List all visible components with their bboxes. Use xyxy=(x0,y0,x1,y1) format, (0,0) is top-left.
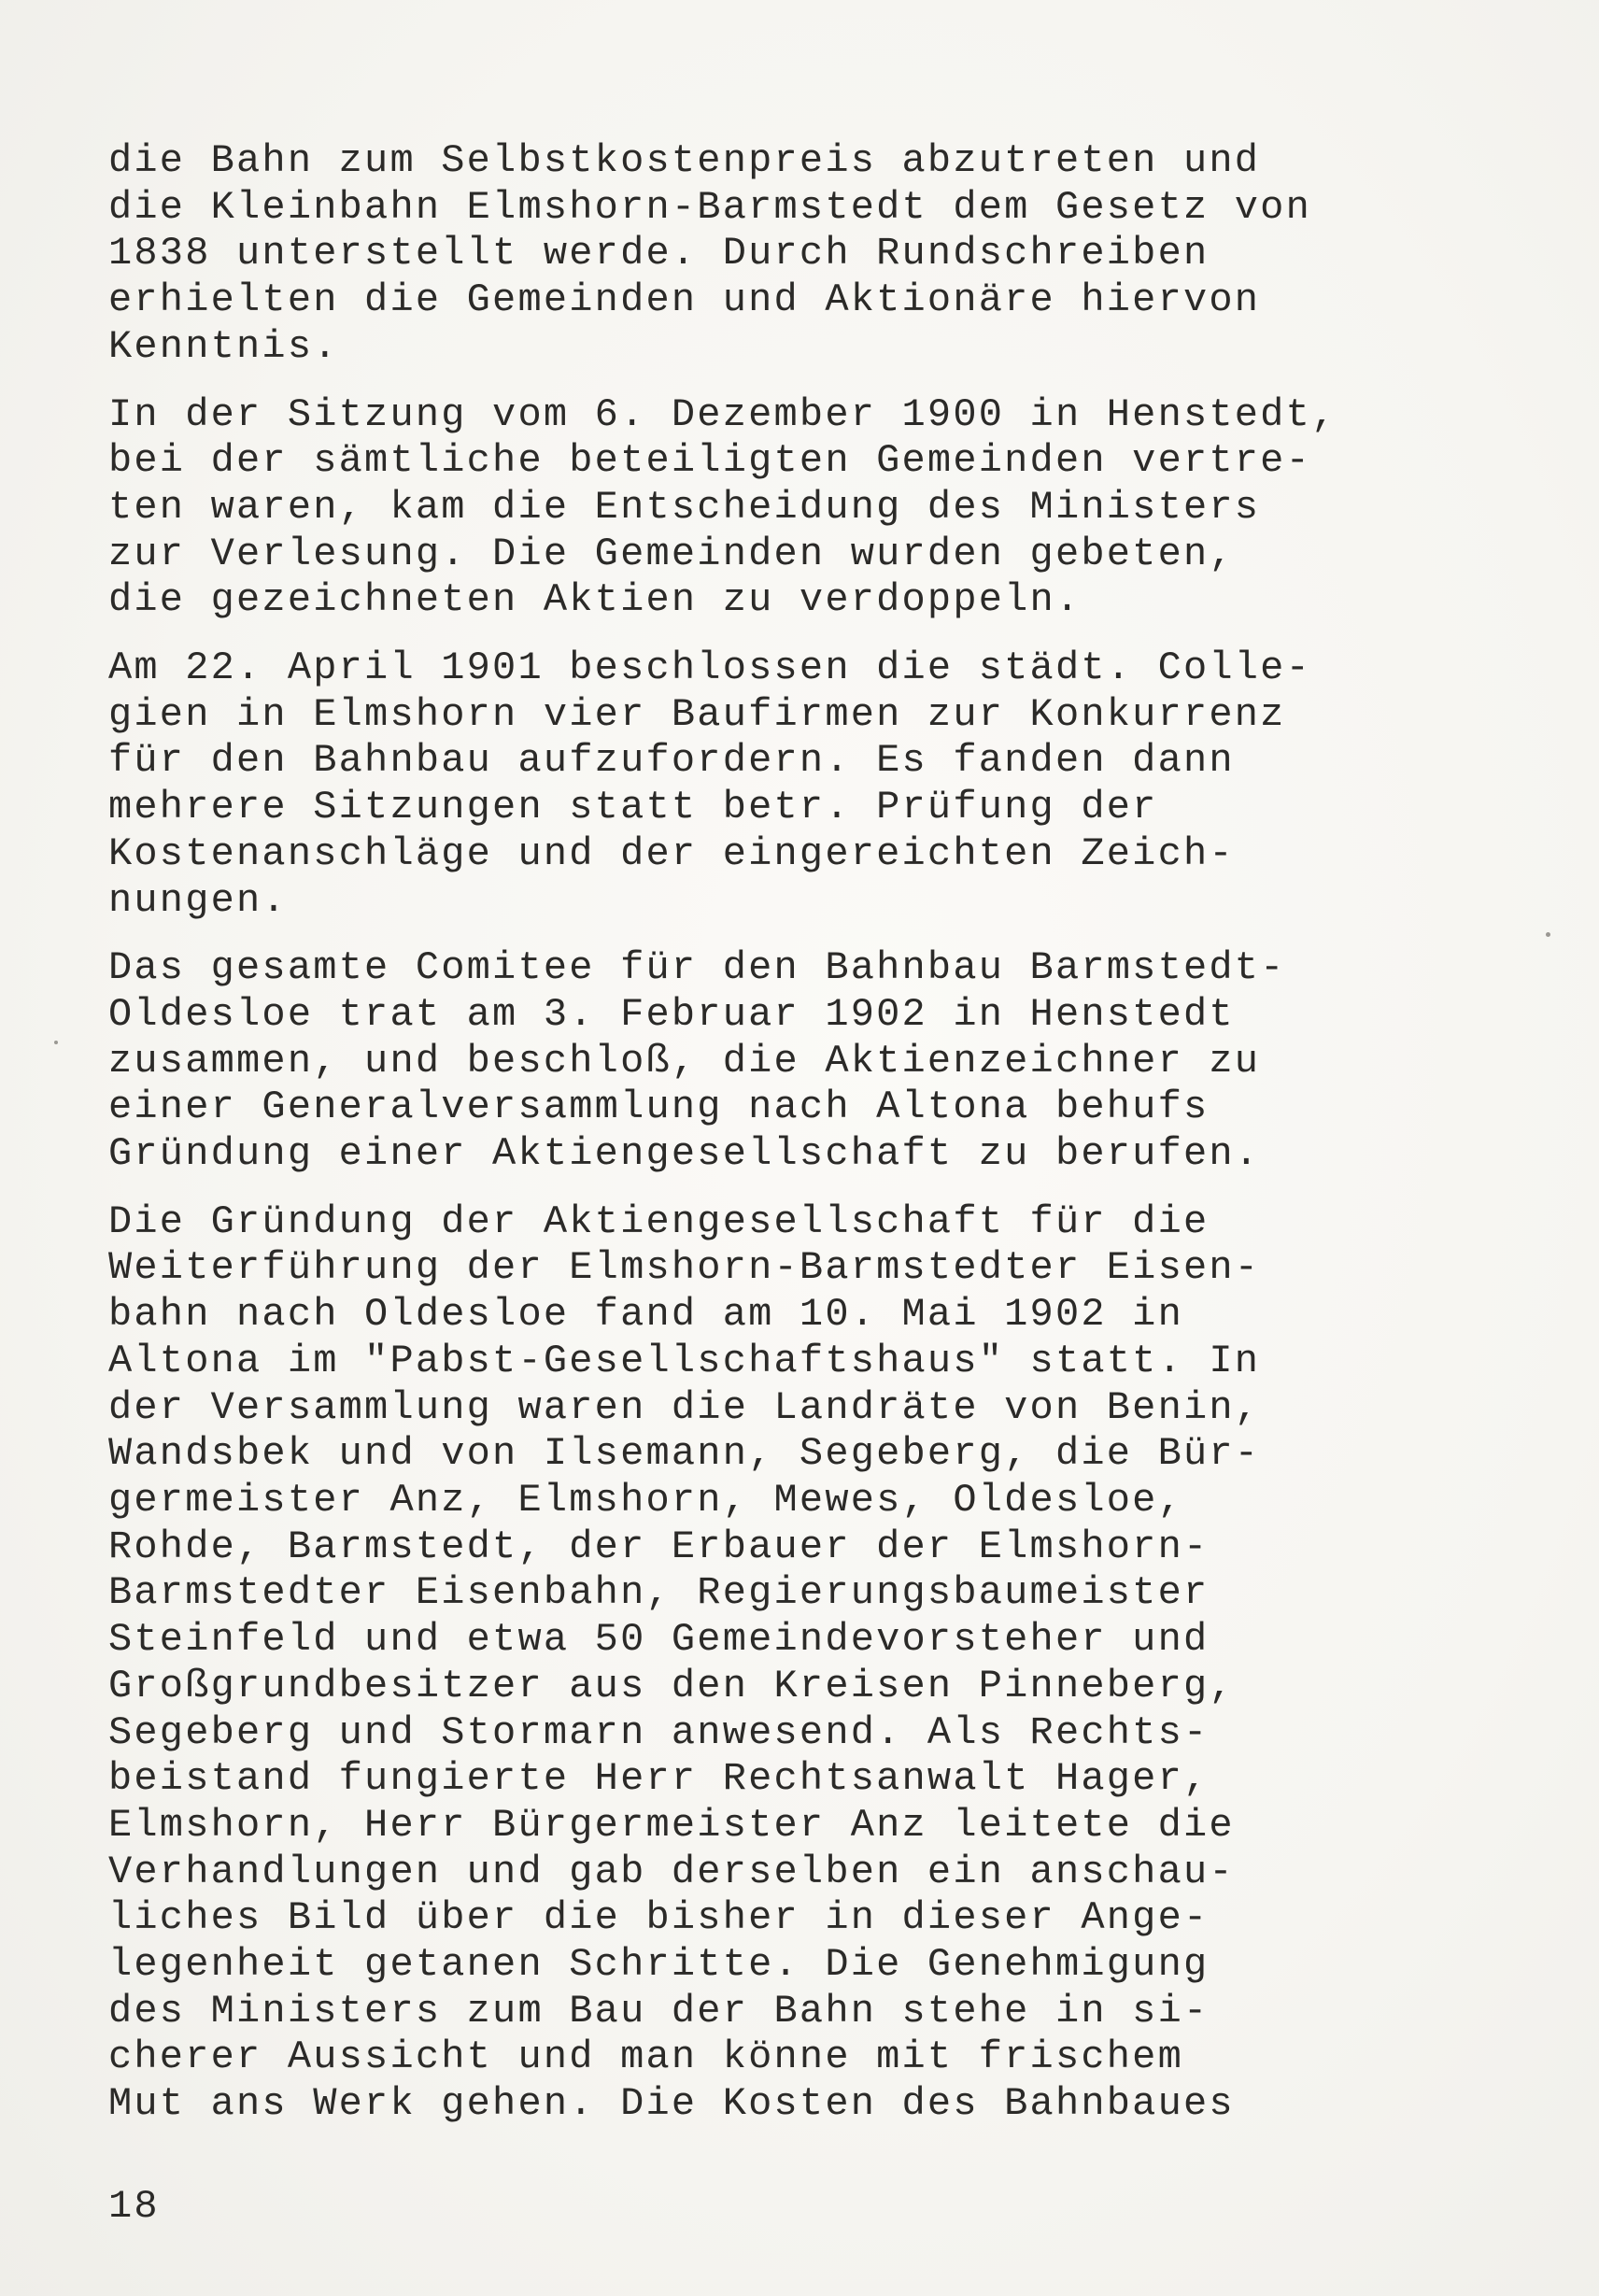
text-line: Mut ans Werk gehen. Die Kosten des Bahnbaues xyxy=(108,2081,1235,2127)
text-line: Die Gründung der Aktiengesellschaft für die xyxy=(108,1198,1210,1244)
body-text xyxy=(108,138,1491,2149)
text-line: Verhandlungen und gab derselben ein anschau- xyxy=(108,1849,1235,1894)
text-line: Elmshorn, Herr Bürgermeister Anz leitete die xyxy=(108,1802,1235,1848)
text-line: Großgrundbesitzer aus den Kreisen Pinneberg, xyxy=(108,1663,1235,1708)
paper-speck xyxy=(1546,932,1550,937)
text-line: bahn nach Oldesloe fand am 10. Mai 1902 in xyxy=(108,1292,1183,1338)
text-line: die Bahn zum Selbstkostenpreis abzutreten und xyxy=(108,138,1261,183)
text-line: germeister Anz, Elmshorn, Mewes, Oldesloe, xyxy=(108,1477,1183,1523)
text-line: des Ministers zum Bau der Bahn stehe in si- xyxy=(108,1988,1210,2034)
text-line: gien in Elmshorn vier Baufirmen zur Konkurrenz xyxy=(108,691,1286,737)
text-line: Steinfeld und etwa 50 Gemeindevorsteher und xyxy=(108,1617,1210,1663)
text-line: der Versammlung waren die Landräte von Benin, xyxy=(108,1384,1261,1430)
text-line: Das gesamte Comitee für den Bahnbau Barmstedt- xyxy=(108,945,1286,991)
text-line: die gezeichneten Aktien zu verdoppeln. xyxy=(108,577,1082,623)
text-line: Kostenanschläge und der eingereichten Zeich- xyxy=(108,830,1235,876)
text-line: ten waren, kam die Entscheidung des Ministers xyxy=(108,484,1261,530)
text-line: nungen. xyxy=(108,877,288,923)
page-number: 18 xyxy=(108,2184,160,2229)
text-line: die Kleinbahn Elmshorn-Barmstedt dem Gesetz von xyxy=(108,184,1311,230)
text-line: Segeberg und Stormarn anwesend. Als Rechts- xyxy=(108,1709,1210,1755)
paragraph-3 xyxy=(108,645,1491,924)
text-line: Wandsbek und von Ilsemann, Segeberg, die Bür- xyxy=(108,1431,1261,1477)
text-line: Am 22. April 1901 beschlossen die städt. Colle- xyxy=(108,645,1311,691)
text-line: legenheit getanen Schritte. Die Genehmigung xyxy=(108,1942,1210,1988)
text-line: erhielten die Gemeinden und Aktionäre hiervon xyxy=(108,277,1261,323)
paragraph-1 xyxy=(108,138,1491,371)
text-line: bei der sämtliche beteiligten Gemeinden vertre- xyxy=(108,438,1311,484)
text-line: einer Generalversammlung nach Altona behufs xyxy=(108,1084,1210,1130)
text-line: In der Sitzung vom 6. Dezember 1900 in Henstedt, xyxy=(108,391,1337,437)
paper-speck xyxy=(54,1041,58,1044)
text-line: mehrere Sitzungen statt betr. Prüfung der xyxy=(108,785,1158,830)
text-line: Kenntnis. xyxy=(108,323,339,369)
text-line: Weiterführung der Elmshorn-Barmstedter Eisen- xyxy=(108,1245,1261,1291)
text-line: Oldesloe trat am 3. Februar 1902 in Henstedt xyxy=(108,991,1235,1037)
text-line: zusammen, und beschloß, die Aktienzeichner zu xyxy=(108,1038,1261,1084)
text-line: 1838 unterstellt werde. Durch Rundschreiben xyxy=(108,231,1210,276)
text-line: liches Bild über die bisher in dieser Ange- xyxy=(108,1895,1210,1941)
text-line: beistand fungierte Herr Rechtsanwalt Hager, xyxy=(108,1756,1210,1802)
paragraph-5 xyxy=(108,1199,1491,2128)
text-line: Altona im "Pabst-Gesellschaftshaus" statt. In xyxy=(108,1338,1261,1383)
paragraph-2 xyxy=(108,392,1491,625)
text-line: zur Verlesung. Die Gemeinden wurden gebeten, xyxy=(108,531,1235,576)
paragraph-4 xyxy=(108,945,1491,1178)
text-line: cherer Aussicht und man könne mit frischem xyxy=(108,2034,1183,2080)
text-line: Rohde, Barmstedt, der Erbauer der Elmshorn- xyxy=(108,1524,1210,1569)
text-line: Barmstedter Eisenbahn, Regierungsbaumeister xyxy=(108,1570,1210,1616)
text-line: Gründung einer Aktiengesellschaft zu berufen. xyxy=(108,1131,1261,1177)
text-line: für den Bahnbau aufzufordern. Es fanden dann xyxy=(108,738,1235,784)
